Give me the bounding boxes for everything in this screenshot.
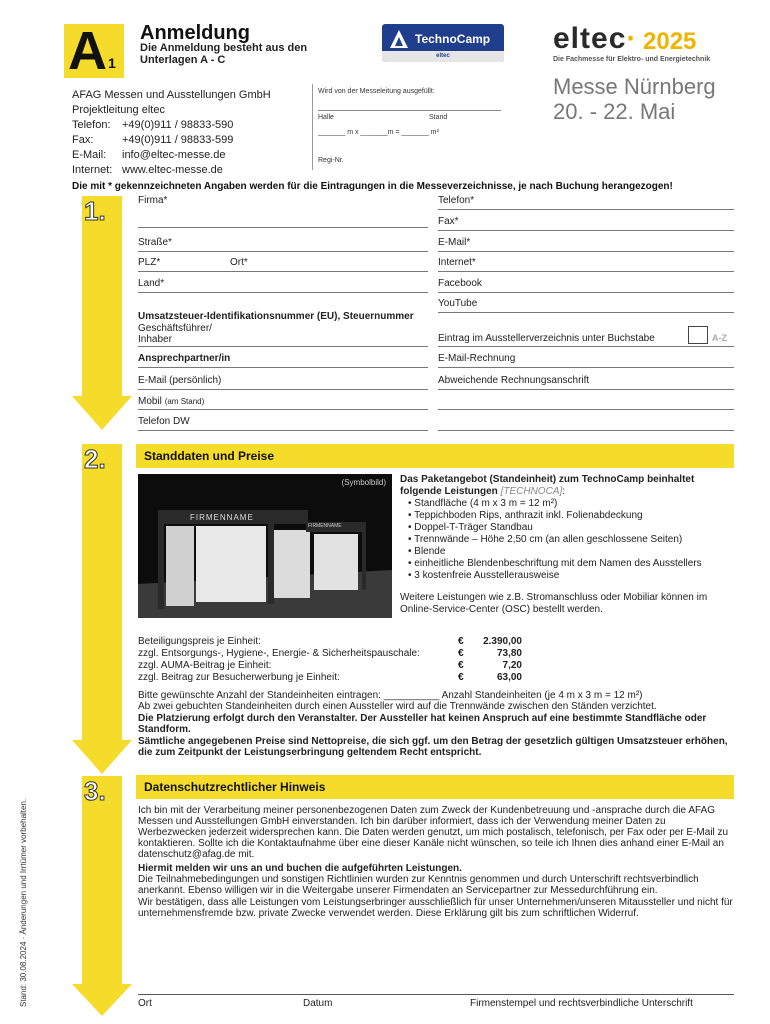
- messe-info: [553, 74, 716, 124]
- section-2-title: Standdaten und Preise: [144, 449, 275, 463]
- package-description: [400, 474, 734, 616]
- geschaeftsfuehrer-label: Geschäftsführer/: [138, 323, 212, 334]
- abweichende-rechnung-line3[interactable]: [438, 430, 734, 431]
- technocamp-name: TechnoCamp: [415, 32, 491, 46]
- email-persoenlich-label: E-Mail (persönlich): [138, 375, 222, 386]
- badge-letter: A: [68, 21, 107, 81]
- ort-label: Ort*: [230, 257, 248, 268]
- package-weitere: Weitere Leistungen wie z.B. Stromanschluss oder Mobiliar können im Online-Service-Center (OSC) bestellt werden.: [400, 592, 708, 615]
- firma-label: Firma*: [138, 195, 168, 206]
- geschaeftsfuehrer-input-line[interactable]: [138, 346, 428, 347]
- section-3-arrow: [72, 776, 132, 1016]
- leistungen-bestaetigung: Wir bestätigen, dass alle Leistungen vom Leistungserbringer ausschließlich für unser Unternehmen/unseren Mitaussteller und nicht für unternehmensfremde bzw. private Zwecke verwendet werden. Diese Erklärung gilt bis zum schriftlichen Widerruf.: [138, 897, 733, 919]
- booth-sign-front: FIRMENNAME: [190, 513, 254, 522]
- eltec-logo: [553, 22, 637, 56]
- booth-image: [138, 474, 392, 618]
- messeleitung-dims[interactable]: _______ m x _______m = _______ m²: [318, 129, 439, 136]
- organizer-fax-row: [72, 133, 271, 148]
- organizer-phone-row: [72, 118, 271, 133]
- plz-ort-input-line[interactable]: [138, 271, 428, 272]
- land-label: Land*: [138, 278, 165, 289]
- package-tag: [TECHNOCA]: [500, 486, 563, 497]
- platzierung-note: Die Platzierung erfolgt durch den Veranstalter. Der Aussteller hat keinen Anspruch auf eine bestimmte Standfläche oder Standform.: [138, 713, 707, 735]
- web-label: Internet:: [72, 164, 113, 176]
- fax-label: Fax:: [72, 134, 94, 146]
- price-currency: €: [458, 636, 464, 647]
- abweichende-rechnung-label: Abweichende Rechnungsanschrift: [438, 375, 590, 386]
- organizer-dept: Projektleitung eltec: [72, 104, 165, 116]
- datenschutz-text: Ich bin mit der Verarbeitung meiner personenbezogenen Daten zum Zweck der Kundenbetreuung und -ansprache durch die AFAG Messen und Ausstellungen GmbH einverstanden. Ich bin darüber informiert, dass ich der Verwendung meiner Daten zu Werbezwecken jederzeit widersprechen kann. Die Daten werden genutzt, um mich postalisch, telefonisch, per Fax oder per E-Mail zu kontaktieren. Sollte ich die Kontaktaufnahme über eine dieser Kanäle nicht wünschen, so teile ich Ihnen dies anhand einer E-Mail an datenschutz@afag.de mit.: [138, 805, 729, 860]
- fax-field-label: Fax*: [438, 216, 459, 227]
- price-currency: €: [458, 672, 464, 683]
- page-subtitle: Die Anmeldung besteht aus den Unterlagen A - C: [140, 42, 308, 66]
- eltec-year: 2025: [643, 28, 697, 55]
- facebook-label: Facebook: [438, 278, 482, 289]
- section-2-arrow: [72, 444, 132, 774]
- section-3-header: [136, 775, 734, 799]
- nettopreise-note: Sämtliche angegebenen Preise sind Nettopreise, die sich ggf. um den Betrag der gesetzlich gültigen Umsatzsteuer erhöhen, die zum Zeitpunkt der Leistungserbringung geltendem Recht entspricht.: [138, 736, 728, 758]
- signature-line[interactable]: [138, 994, 734, 995]
- organizer-fax: +49(0)911 / 98833-599: [122, 134, 234, 146]
- section-1-number: 1.: [84, 196, 106, 226]
- telefon-dw-input-line[interactable]: [138, 430, 428, 431]
- section-2-number: 2.: [84, 444, 106, 474]
- organizer-company: AFAG Messen und Ausstellungen GmbH: [72, 89, 271, 101]
- price-label-3: zzgl. Beitrag zur Besucherwerbung je Einheit:: [138, 672, 340, 683]
- signature-datum-label: Datum: [303, 998, 333, 1009]
- eltec-logo-dot: ·: [626, 22, 638, 55]
- inhaber-label: Inhaber: [138, 334, 172, 345]
- zwei-standeinheiten-note: Ab zwei gebuchten Standeinheiten durch einen Aussteller wird auf die Trennwände zwischen den Ständen verzichtet.: [138, 701, 657, 712]
- package-item: • einheitliche Blendenbeschriftung mit dem Namen des Ausstellers: [408, 558, 734, 570]
- email-persoenlich-input-line[interactable]: [138, 389, 428, 390]
- package-title-1: Das Paketangebot (Standeinheit) zum TechnoCamp beinhaltet: [400, 474, 695, 485]
- section-1-arrow: [72, 196, 132, 430]
- messe-location: Messe Nürnberg: [553, 74, 716, 99]
- symbolbild-label: (Symbolbild): [341, 478, 386, 487]
- side-note: Stand: 30.08.2024 · Änderungen und Irrtümer vorbehalten.: [19, 798, 28, 1007]
- messeleitung-regnr: Regi-Nr.: [318, 157, 344, 164]
- abweichende-rechnung-line2[interactable]: [438, 409, 734, 410]
- eltec-tagline: Die Fachmesse für Elektro- und Energietechnik: [553, 56, 711, 63]
- badge-sub: 1: [108, 55, 116, 71]
- required-fields-note: Die mit * gekennzeichneten Angaben werden für die Eintragungen in die Messeverzeichnisse, je nach Buchung herangezogen!: [72, 181, 673, 192]
- youtube-input-line[interactable]: [438, 312, 734, 313]
- organizer-web[interactable]: www.eltec-messe.de: [122, 164, 223, 176]
- internet-input-line[interactable]: [438, 271, 734, 272]
- technocamp-logo-icon: [389, 29, 409, 49]
- mobil-input-line[interactable]: [138, 409, 428, 410]
- telefon-input-line[interactable]: [438, 209, 734, 210]
- messeleitung-line: [318, 110, 501, 111]
- signature-stempel-label: Firmenstempel und rechtsverbindliche Unterschrift: [470, 998, 693, 1009]
- package-item: • Standfläche (4 m x 3 m = 12 m²): [408, 498, 734, 510]
- land-input-line[interactable]: [138, 292, 428, 293]
- section-3-number: 3.: [84, 776, 106, 806]
- booth-sign-side: FIRMENNAME: [308, 523, 342, 529]
- organizer-email-row: [72, 148, 271, 163]
- organizer-address: [72, 88, 271, 178]
- price-label-1: zzgl. Entsorgungs-, Hygiene-, Energie- & Sicherheitspauschale:: [138, 648, 420, 659]
- messeleitung-stand: Stand: [429, 114, 448, 121]
- teilnahmebedingungen-text: Die Teilnahmebedingungen und sonstigen Richtlinien wurden zur Kenntnis genommen und durch Unterschrift rechtsverbindlich anerkannt. Ebenso willigen wir in die Weitergabe unserer Firmendaten an Servicepartner zur Messedurchführung ein.: [138, 874, 699, 896]
- messe-dates: 20. - 22. Mai: [553, 99, 676, 124]
- ansprechpartner-label: Ansprechpartner/in: [138, 353, 231, 364]
- price-label-0: Beteiligungspreis je Einheit:: [138, 636, 261, 647]
- signature-ort-label: Ort: [138, 998, 152, 1009]
- page-title: Anmeldung: [140, 22, 250, 44]
- technocamp-footer: eltec: [382, 51, 504, 62]
- section-badge-a1: [64, 21, 124, 81]
- buchstabe-input-box[interactable]: [688, 326, 708, 344]
- phone-label: Telefon:: [72, 119, 111, 131]
- anzahl-standeinheiten[interactable]: Bitte gewünschte Anzahl der Standeinheiten eintragen: __________ Anzahl Standeinheiten (je 4 m x 3 m = 12 m²): [138, 690, 643, 701]
- abweichende-rechnung-line1[interactable]: [438, 389, 734, 390]
- price-value-0: 2.390,00: [483, 636, 522, 647]
- firma-input-line[interactable]: [138, 227, 428, 228]
- email-rechnung-input-line[interactable]: [438, 367, 734, 368]
- strasse-label: Straße*: [138, 237, 172, 248]
- fax-input-line[interactable]: [438, 230, 734, 231]
- email-rechnung-label: E-Mail-Rechnung: [438, 353, 516, 364]
- email-field-label: E-Mail*: [438, 237, 471, 248]
- anmeldung-bestaetigung: Hiermit melden wir uns an und buchen die aufgeführten Leistungen.: [138, 863, 462, 874]
- price-currency: €: [458, 660, 464, 671]
- ust-label: Umsatzsteuer-Identifikationsnummer (EU), Steuernummer: [138, 311, 414, 322]
- mobil-label-sub: (am Stand): [164, 397, 205, 406]
- az-hint: A-Z: [712, 333, 727, 343]
- package-item: • Trennwände – Höhe 2,50 cm (an allen geschlossene Seiten): [408, 534, 734, 546]
- booth-illustration: [138, 474, 392, 618]
- eltec-logo-text: eltec: [553, 22, 627, 55]
- package-title-2-row: folgende Leistungen [TECHNOCA]:: [400, 486, 566, 497]
- strasse-input-line[interactable]: [138, 251, 428, 252]
- telefon-label: Telefon*: [438, 195, 475, 206]
- mobil-label-text: Mobil: [138, 396, 162, 407]
- plz-label: PLZ*: [138, 257, 161, 268]
- organizer-web-row: [72, 163, 271, 178]
- technocamp-logo: [382, 24, 504, 62]
- messeleitung-box: [312, 84, 503, 170]
- organizer-phone: +49(0)911 / 98833-590: [122, 119, 234, 131]
- eintrag-line: [438, 346, 734, 347]
- price-value-1: 73,80: [496, 648, 522, 659]
- price-label-2: zzgl. AUMA-Beitrag je Einheit:: [138, 660, 272, 671]
- section-2-header: [136, 444, 734, 468]
- package-title-2: folgende Leistungen: [400, 486, 498, 497]
- price-value-2: 7,20: [502, 660, 522, 671]
- telefon-dw-label: Telefon DW: [138, 416, 190, 427]
- ansprechpartner-input-line[interactable]: [138, 367, 428, 368]
- email-label: E-Mail:: [72, 149, 107, 161]
- youtube-label: YouTube: [438, 298, 478, 309]
- mobil-label: [138, 396, 204, 407]
- package-item: • 3 kostenfreie Ausstellerausweise: [408, 570, 734, 582]
- eintrag-label: Eintrag im Ausstellerverzeichnis unter Buchstabe: [438, 333, 655, 344]
- facebook-input-line[interactable]: [438, 292, 734, 293]
- section-3-title: Datenschutzrechtlicher Hinweis: [144, 780, 326, 794]
- messeleitung-halle: Halle: [318, 114, 334, 121]
- package-item: • Blende: [408, 546, 734, 558]
- internet-label: Internet*: [438, 257, 476, 268]
- messeleitung-title: Wird von der Messeleitung ausgefüllt:: [318, 88, 435, 95]
- price-currency: €: [458, 648, 464, 659]
- price-value-3: 63,00: [496, 672, 522, 683]
- email-input-line[interactable]: [438, 251, 734, 252]
- package-items: [400, 498, 734, 582]
- package-item: • Teppichboden Rips, anthrazit inkl. Folienabdeckung: [408, 510, 734, 522]
- package-item: • Doppel-T-Träger Standbau: [408, 522, 734, 534]
- organizer-email[interactable]: info@eltec-messe.de: [122, 149, 226, 161]
